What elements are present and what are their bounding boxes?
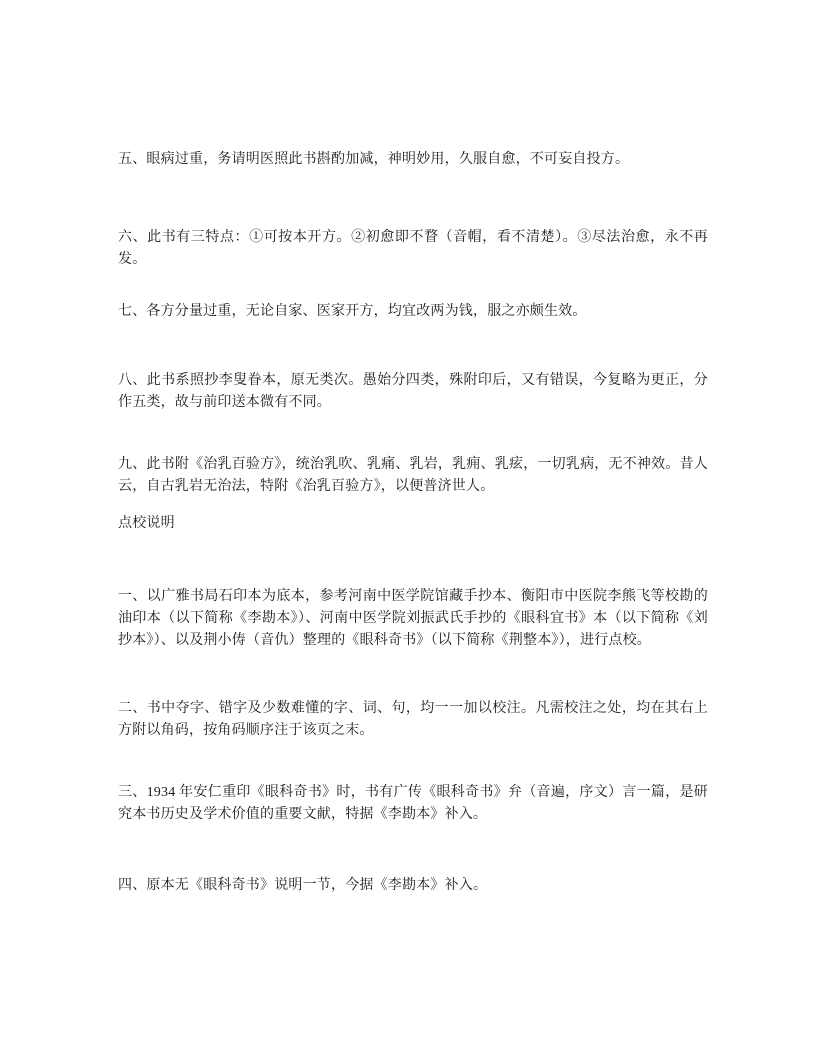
section-heading: 点校说明 xyxy=(118,516,175,531)
note-paragraph-8: 八、此书系照抄李叟眷本，原无类次。愚始分四类，殊附印后，又有错误，今复略为更正，分作五类，故与前印送本微有不同。 xyxy=(118,373,708,410)
note-paragraph-5: 五、眼病过重，务请明医照此书斟酌加减，神明妙用，久服自愈，不可妄自投方。 xyxy=(118,152,630,167)
dianxiao-paragraph-2: 二、书中夺字、错字及少数难懂的字、词、句，均一一加以校注。凡需校注之处，均在其右上方附以角码，按角码顺序注于该页之末。 xyxy=(118,701,708,738)
dianxiao-paragraph-4: 四、原本无《眼科奇书》说明一节，今据《李勘本》补入。 xyxy=(118,878,488,893)
dianxiao-paragraph-1: 一、以广雅书局石印本为底本，参考河南中医学院馆藏手抄本、衡阳市中医院李熊飞等校勘的油印本（以下简称《李勘本》）、河南中医学院刘振武氏手抄的《眼科宜书》本（以下简称《刘抄本》）、以及荆小俦（音仇）整理的《眼科奇书》（以下简称《荆整本》），进行点校。 xyxy=(118,589,708,648)
note-paragraph-7: 七、各方分量过重，无论自家、医家开方，均宜改两为钱，服之亦颇生效。 xyxy=(118,304,587,319)
note-paragraph-6: 六、此书有三特点：①可按本开方。②初愈即不瞀（音帽，看不清楚）。③尽法治愈，永不再发。 xyxy=(118,230,708,267)
note-paragraph-9: 九、此书附《治乳百验方》，统治乳吹、乳痛、乳岩，乳痈、乳痃，一切乳病，无不神效。昔人云，自古乳岩无治法，特附《治乳百验方》，以便普济世人。 xyxy=(118,457,708,494)
dianxiao-paragraph-3: 三、1934 年安仁重印《眼科奇书》时，书有广传《眼科奇书》弁（音遍，序文）言一篇，是研究本书历史及学术价值的重要文献，特据《李勘本》补入。 xyxy=(118,785,708,822)
